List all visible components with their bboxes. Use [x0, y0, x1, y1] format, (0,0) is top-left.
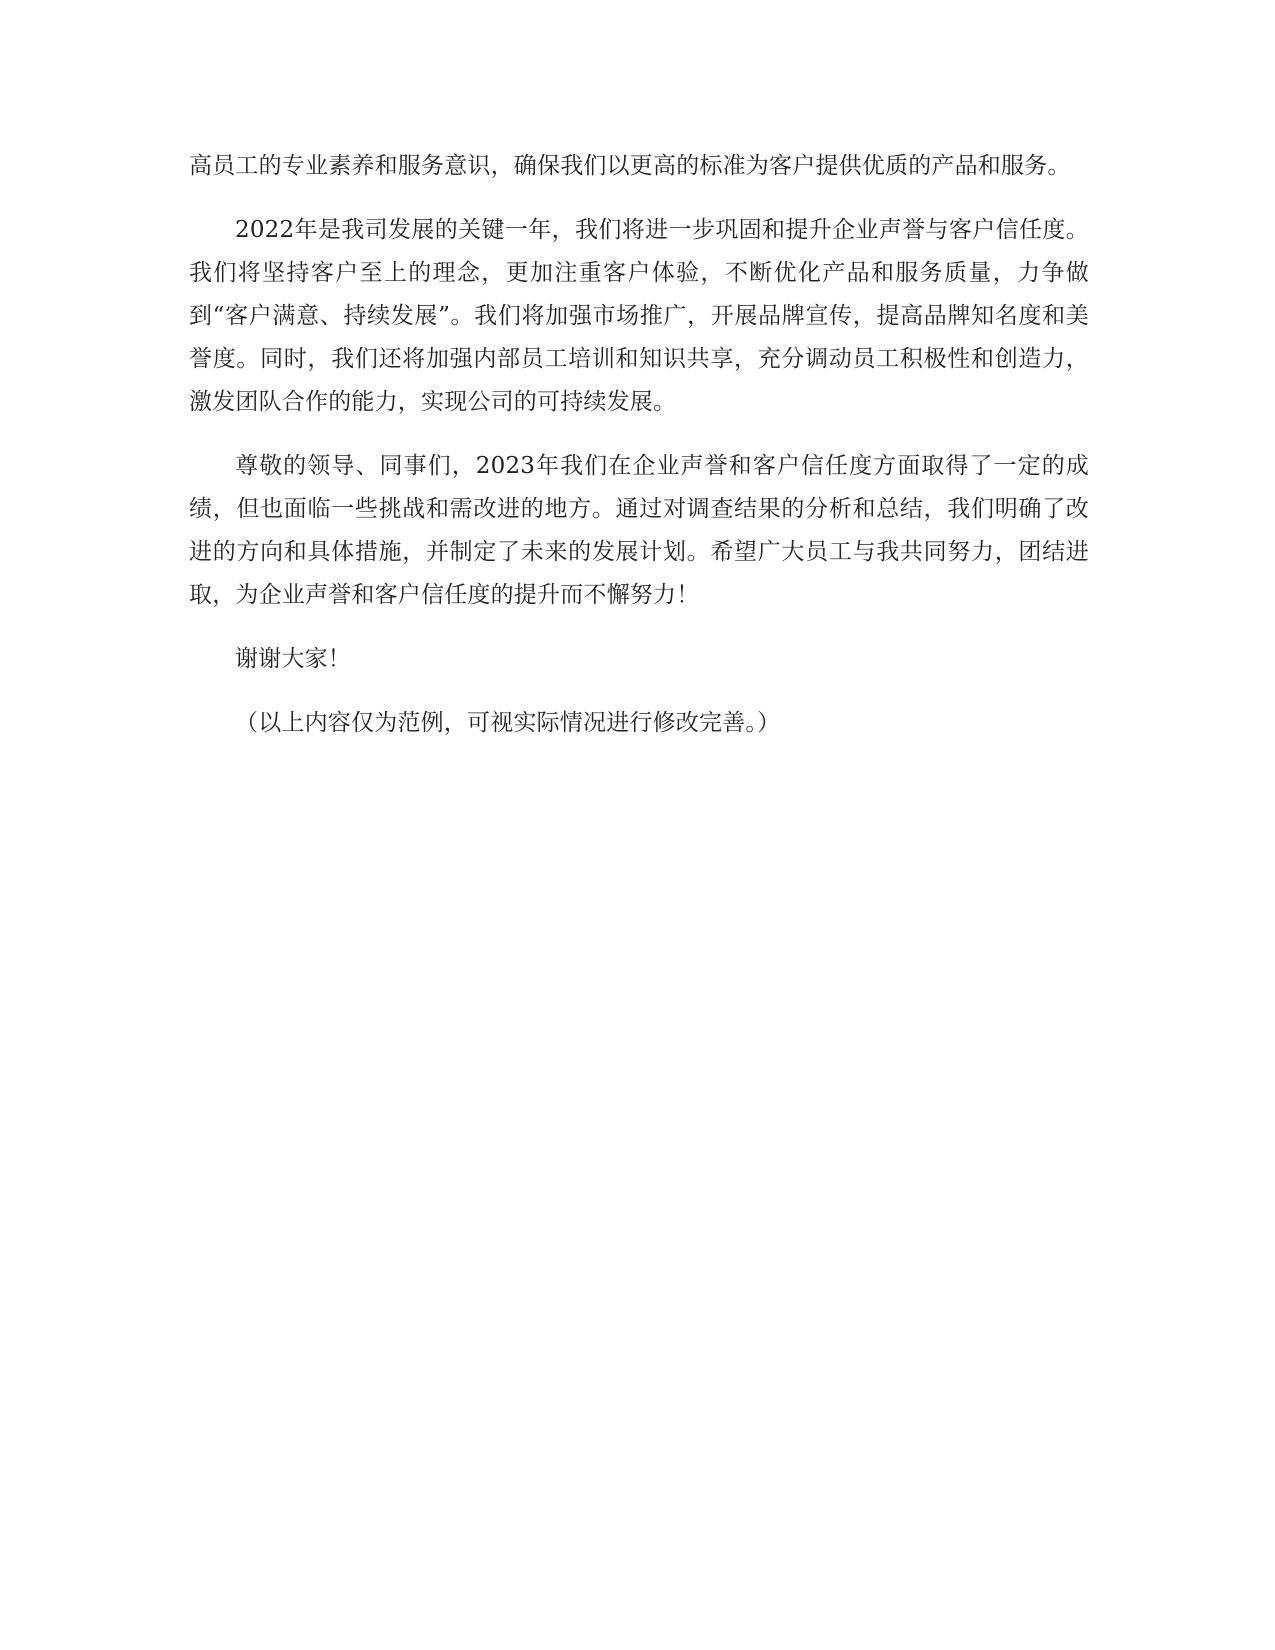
paragraph-2022-plan: 2022年是我司发展的关键一年，我们将进一步巩固和提升企业声誉与客户信任度。我们将坚持客户至上的理念，更加注重客户体验，不断优化产品和服务质量，力争做到“客户满意、持续发展”。我们将加强市场推广，开展品牌宣传，提高品牌知名度和美誉度。同时，我们还将加强内部员工培训和知识共享，充分调动员工积极性和创造力，激发团队合作的能力，实现公司的可持续发展。 — [189, 217, 1089, 415]
paragraph-note: （以上内容仅为范例，可视实际情况进行修改完善。） — [235, 710, 781, 736]
document-body — [189, 145, 1089, 766]
paragraph-continued: 高员工的专业素养和服务意识，确保我们以更高的标准为客户提供优质的产品和服务。 — [189, 153, 1071, 179]
paragraph-thanks: 谢谢大家！ — [235, 646, 351, 672]
paragraph-2023-summary: 尊敬的领导、同事们，2023年我们在企业声誉和客户信任度方面取得了一定的成绩，但也面临一些挑战和需改进的地方。通过对调查结果的分析和总结，我们明确了改进的方向和具体措施，并制定了未来的发展计划。希望广大员工与我共同努力，团结进取，为企业声誉和客户信任度的提升而不懈努力！ — [189, 453, 1089, 608]
